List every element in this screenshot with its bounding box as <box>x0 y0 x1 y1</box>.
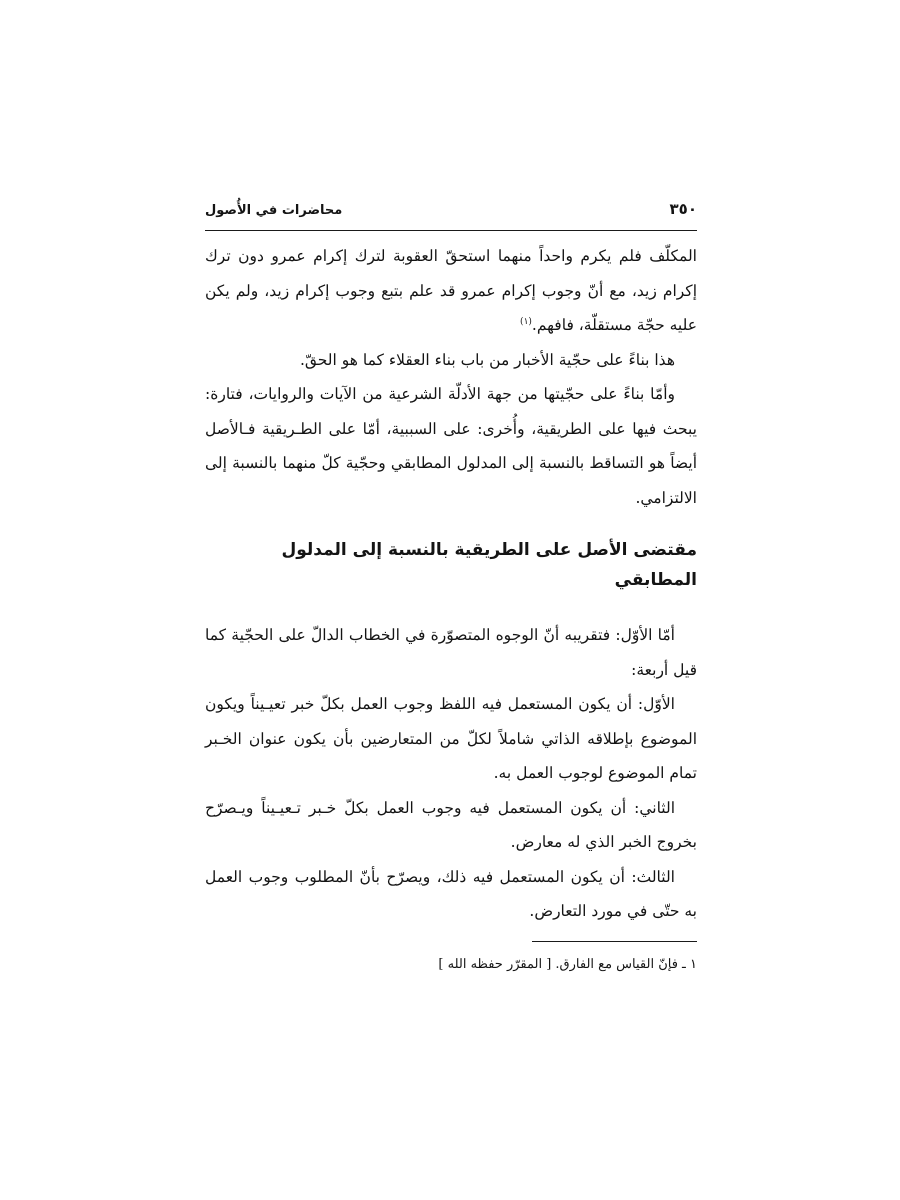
section-heading: مقتضى الأصل على الطريقية بالنسبة إلى المدلول المطابقي <box>281 540 697 590</box>
paragraph-option-two: الثاني: أن يكون المستعمل فيه وجوب العمل بكلّ خـبر تـعيـيناً ويـصرّح بخروج الخبر الذي له معارض. <box>205 798 697 851</box>
paragraph-option-three: الثالث: أن يكون المستعمل فيه ذلك، ويصرّح بأنّ المطلوب وجوب العمل به حتّى في مورد التعارض. <box>205 867 697 920</box>
paragraph-continuation <box>205 239 697 343</box>
book-title: محاضرات في الأُصول <box>205 203 343 218</box>
paragraph-option-one: الأوّل: أن يكون المستعمل فيه اللفظ وجوب العمل بكلّ خبر تعيـيناً ويكون الموضوع بإطلاقه الذاتي شاملاً لكلّ من المتعارضين بأن يكون عنوان الخـبر تمام الموضوع لوجوب العمل به. <box>205 695 697 782</box>
paragraph-text: المكلّف فلم يكرم واحداً منهما استحقّ العقوبة لترك إكرام عمرو دون ترك إكرام زيد، مع أنّ وجوب إكرام عمرو قد علم بتبع وجوب إكرام زيد، ولم يكن عليه حجّة مستقلّة، فافهم. <box>205 247 697 334</box>
paragraph-legal-evidence: وأمّا بناءً على حجّيتها من جهة الأدلّة الشرعية من الآيات والروايات، فتارة: يبحث فيها على الطريقية، وأُخرى: على السببية، أمّا على الطـريقية فـالأصل أيضاً هو التساقط بالنسبة إلى المدلول المطابقي وحجّية كلّ منهما بالنسبة إلى الالتزامي. <box>205 385 697 507</box>
book-page <box>205 200 697 976</box>
paragraph-rational-basis: هذا بناءً على حجّية الأخبار من باب بناء العقلاء كما هو الحقّ. <box>299 350 675 369</box>
page-number: ٣٥٠ <box>669 200 697 218</box>
footnote-reference[interactable]: (١) <box>520 316 532 327</box>
running-header <box>205 200 697 230</box>
footnote: ١ ـ فإنّ القياس مع الفارق. [ المقرّر حفظه الله ] <box>438 956 697 972</box>
header-rule <box>205 230 697 231</box>
footnote-rule <box>532 941 697 942</box>
paragraph-first-approach: أمّا الأوّل: فتقريبه أنّ الوجوه المتصوّرة في الخطاب الدالّ على الحجّية كما قيل أربعة: <box>205 626 697 679</box>
